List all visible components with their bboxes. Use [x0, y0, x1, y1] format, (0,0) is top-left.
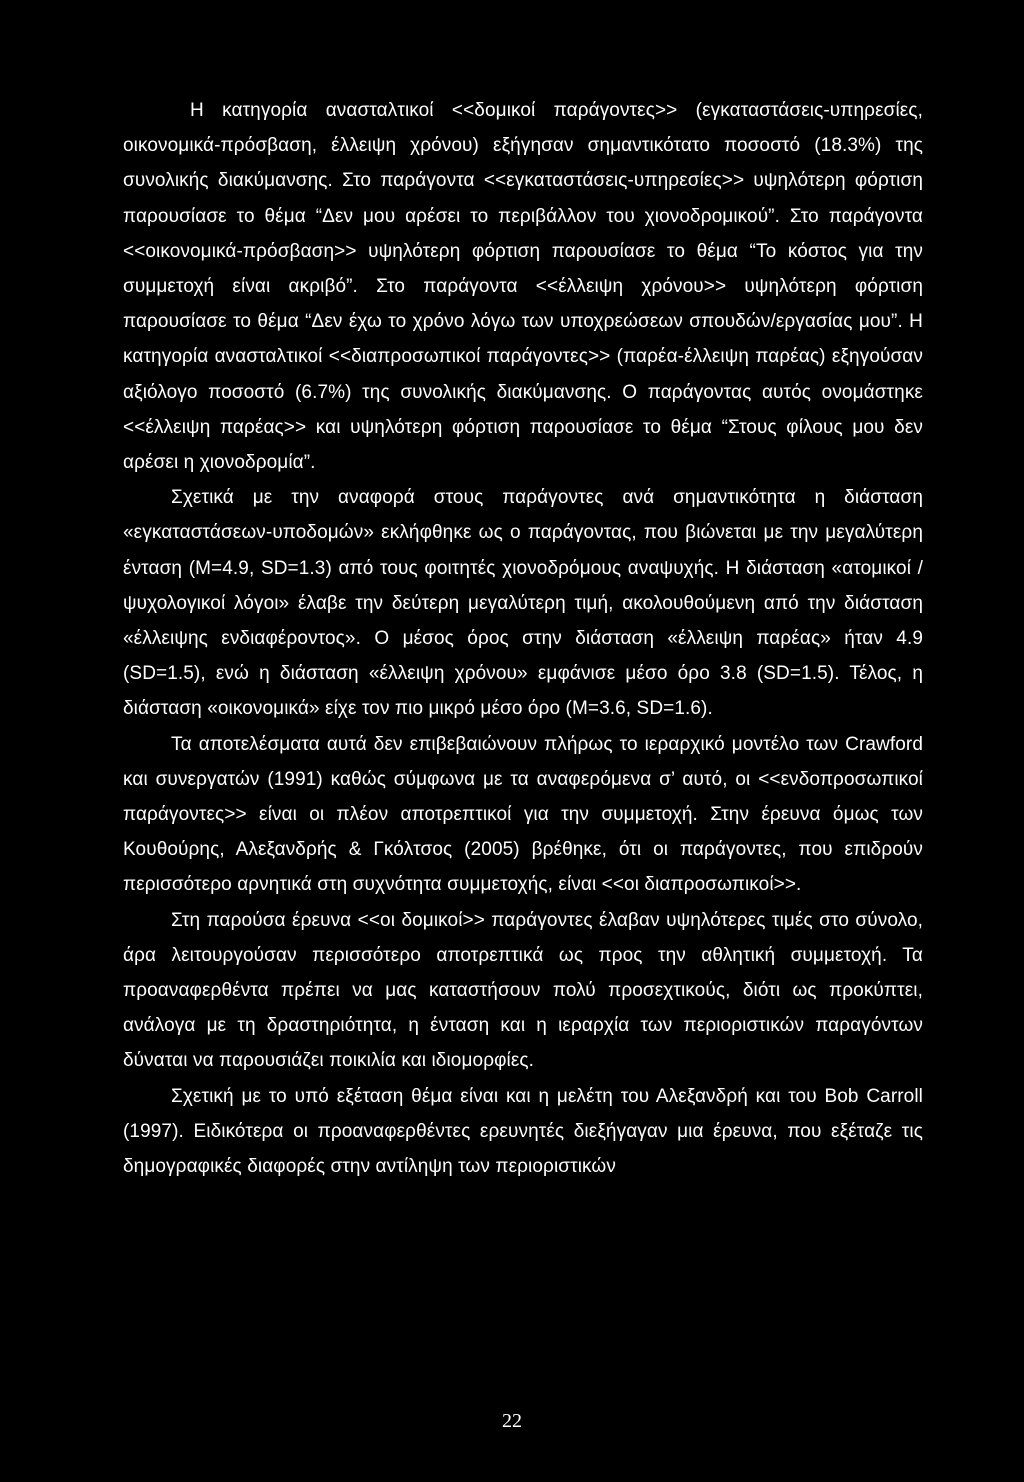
paragraph-related-study: Σχετική με το υπό εξέταση θέμα είναι και η μελέτη του Αλεξανδρή και του Bob Carroll (1997). Ειδικότερα οι προαναφερθέντες ερευνητές διεξήγαγαν μια έρευνα, που εξέταζε τις δημογραφικές διαφορές στην αντίληψη των περιοριστικών: [123, 1085, 923, 1178]
page-number: 22: [502, 1410, 522, 1432]
paragraph-structural-factors: Στη παρούσα έρευνα <<οι δομικοί>> παράγοντες έλαβαν υψηλότερες τιμές στο σύνολο, άρα λειτουργούσαν περισσότερο αποτρεπτικά ως προς την αθλητική συμμετοχή. Τα προαναφερθέντα πρέπει να μας καταστήσουν πολύ προσεχτικούς, διότι ως προκύπτει, ανάλογα με τη δραστηριότητα, η ένταση και η ιεραρχία των περιοριστικών παραγόντων δύναται να παρουσιάζει ποικιλία και ιδιομορφίες.: [123, 909, 923, 1072]
body-text: [123, 93, 923, 1184]
paragraph-constraints-categories: Η κατηγορία ανασταλτικοί <<δομικοί παράγοντες>> (εγκαταστάσεις-υπηρεσίες, οικονομικά-πρόσβαση, έλλειψη χρόνου) εξήγησαν σημαντικότατο ποσοστό (18.3%) της συνολικής διακύμανσης. Στο παράγοντα <<εγκαταστάσεις-υπηρεσίες>> υψηλότερη φόρτιση παρουσίασε το θέμα “Δεν μου αρέσει το περιβάλλον του χιονοδρομικού”. Στο παράγοντα <<οικονομικά-πρόσβαση>> υψηλότερη φόρτιση παρουσίασε το θέμα “Το κόστος για την συμμετοχή είναι ακριβό”. Στο παράγοντα <<έλλειψη χρόνου>> υψηλότερη φόρτιση παρουσίασε το θέμα “Δεν έχω το χρόνο λόγω των υποχρεώσεων σπουδών/εργασίας μου”. Η κατηγορία ανασταλτικοί <<διαπροσωπικοί παράγοντες>> (παρέα-έλλειψη παρέας) εξηγούσαν αξιόλογο ποσοστό (6.7%) της συνολικής διακύμανσης. Ο παράγοντας αυτός ονομάστηκε <<έλλειψη παρέας>> και υψηλότερη φόρτιση παρουσίασε το θέμα “Στους φίλους μου δεν αρέσει η χιονοδρομία”.: [123, 100, 923, 474]
paragraph-dimension-ranking: Σχετικά με την αναφορά στους παράγοντες ανά σημαντικότητα η διάσταση «εγκαταστάσεων-υποδομών» εκλήφθηκε ως ο παράγοντας, που βιώνεται με την μεγαλύτερη ένταση (M=4.9, SD=1.3) από τους φοιτητές χιονοδρόμους αναψυχής. Η διάσταση «ατομικοί / ψυχολογικοί λόγοι» έλαβε την δεύτερη μεγαλύτερη τιμή, ακολουθούμενη από την διάσταση «έλλειψης ενδιαφέροντος». Ο μέσος όρος στην διάσταση «έλλειψη παρέας» ήταν 4.9 (SD=1.5), ενώ η διάσταση «έλλειψη χρόνου» εμφάνισε μέσο όρο 3.8 (SD=1.5). Τέλος, η διάσταση «οικονομικά» είχε τον πιο μικρό μέσο όρο (M=3.6, SD=1.6).: [123, 487, 923, 720]
paragraph-hierarchical-model: Τα αποτελέσματα αυτά δεν επιβεβαιώνουν πλήρως το ιεραρχικό μοντέλο των Crawford και συνεργατών (1991) καθώς σύμφωνα με τα αναφερόμενα σ’ αυτό, οι <<ενδοπροσωπικοί παράγοντες>> είναι οι πλέον αποτρεπτικοί για την συμμετοχή. Στην έρευνα όμως των Κουθούρης, Αλεξανδρής & Γκόλτσος (2005) βρέθηκε, ότι οι παράγοντες, που επιδρούν περισσότερο αρνητικά στη συχνότητα συμμετοχής, είναι <<οι διαπροσωπικοί>>.: [123, 733, 923, 896]
